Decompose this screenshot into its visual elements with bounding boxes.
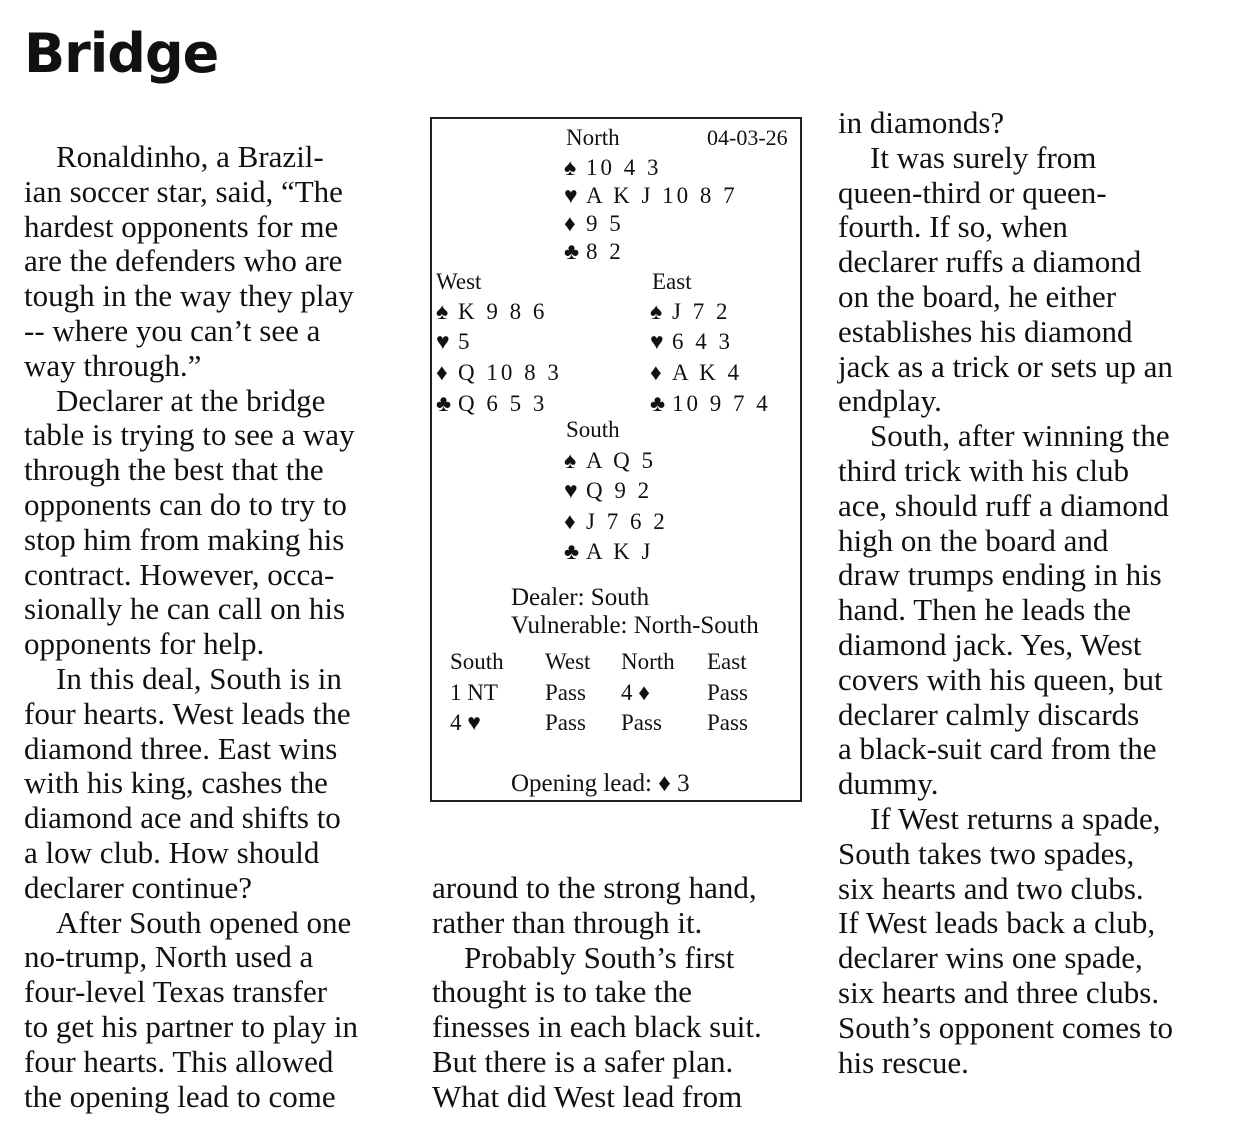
article-line: stop him from making his [24,521,345,557]
article-line: way through.” [24,347,202,383]
article-line: -- where you can’t see a [24,312,321,348]
article-line: opponents can do to try to [24,486,347,522]
article-line: a low club. How should [24,834,320,870]
article-line: to get his partner to play in [24,1008,359,1044]
west-diamonds-row [436,360,562,386]
deal-date: 04-03-26 [707,125,788,150]
opening-lead: Opening lead: ♦ 3 [511,770,690,797]
south-diamonds: J 7 6 2 [586,509,668,534]
page-title: Bridge [24,22,219,85]
article-line: South’s opponent comes to [838,1009,1173,1045]
article-line: no-trump, North used a [24,939,314,975]
heart-icon: ♥ [436,329,450,354]
article-line: the opening lead to come [24,1078,336,1114]
article-line: ian soccer star, said, “The [24,173,343,209]
article-line: finesses in each black suit. [432,1009,762,1045]
east-hearts-row [650,329,733,355]
article-line: establishes his diamond [838,313,1133,349]
article-line: hardest opponents for me [24,208,339,244]
auction-bid: Pass [707,710,748,735]
article-line: third trick with his club [838,452,1130,488]
heart-icon: ♥ [564,478,578,503]
auction-bid: 4 ♦ [621,680,650,705]
article-line: Declarer at the bridge [56,382,326,418]
north-hearts-row [564,183,738,209]
south-hearts-row [564,478,652,504]
article-line: are the defenders who are [24,243,343,279]
article-line: In this deal, South is in [56,660,342,696]
west-spades-row [436,299,547,325]
south-spades: A Q 5 [586,448,656,473]
article-line: endplay. [838,383,942,419]
south-clubs-row [564,539,653,565]
club-icon: ♣ [436,391,452,416]
article-line: draw trumps ending in his [838,557,1162,593]
article-line: ace, should ruff a diamond [838,487,1169,523]
spade-icon: ♠ [650,299,663,324]
north-spades-row [564,155,662,181]
heart-icon: ♥ [564,183,578,208]
article-line: six hearts and three clubs. [838,974,1160,1010]
article-line: After South opened one [56,904,352,940]
article-line: high on the board and [838,522,1109,558]
diamond-icon: ♦ [564,509,576,534]
article-line: opponents for help. [24,626,265,662]
article-line: What did West lead from [432,1078,743,1114]
west-diamonds: Q 10 8 3 [458,360,562,385]
article-line: with his king, cashes the [24,765,328,801]
west-hearts: 5 [458,329,473,354]
west-hearts-row [436,329,473,355]
east-spades: J 7 2 [672,299,731,324]
article-line: diamond three. East wins [24,730,338,766]
article-line: covers with his queen, but [838,661,1163,697]
article-line: South takes two spades, [838,835,1135,871]
article-line: declarer calmly discards [838,696,1140,732]
article-line: It was surely from [870,139,1097,175]
auction-bid: 4 ♥ [450,710,481,735]
article-line: tough in the way they play [24,278,354,314]
east-diamonds: A K 4 [672,360,742,385]
article-line: through the best that the [24,452,324,488]
north-hearts: A K J 10 8 7 [586,183,738,208]
north-spades: 10 4 3 [586,155,662,180]
vulnerability-info: Vulnerable: North-South [511,612,759,639]
spade-icon: ♠ [564,155,577,180]
north-clubs-row [564,239,624,265]
article-line: declarer ruffs a diamond [838,244,1142,280]
auction-bid: Pass [707,680,748,705]
article-line: But there is a safer plan. [432,1043,734,1079]
deal-diagram [430,117,802,802]
article-line: four-level Texas transfer [24,974,328,1010]
article-line: around to the strong hand, [432,870,757,905]
auction-header-north: North [621,649,675,674]
article-line: six hearts and two clubs. [838,870,1144,906]
article-line: diamond jack. Yes, West [838,626,1142,662]
article-line: sionally he can call on his [24,591,346,627]
east-hearts: 6 4 3 [672,329,733,354]
article-column-1 [24,140,358,1114]
article-line: on the board, he either [838,278,1117,314]
spade-icon: ♠ [436,299,449,324]
article-line: diamond ace and shifts to [24,800,341,836]
spade-icon: ♠ [564,448,577,473]
article-line: rather than through it. [432,904,703,940]
article-line: Probably South’s first [464,939,735,975]
south-spades-row [564,448,656,474]
north-diamonds: 9 5 [586,211,624,236]
club-icon: ♣ [564,539,580,564]
article-column-2 [432,871,762,1115]
east-label: East [652,269,692,294]
south-clubs: A K J [586,539,654,564]
article-line: South, after winning the [870,418,1170,454]
diamond-icon: ♦ [650,360,662,385]
article-line: four hearts. This allowed [24,1043,334,1079]
auction-bid: Pass [545,710,586,735]
article-line: Ronaldinho, a Brazil- [56,139,324,174]
east-spades-row [650,299,730,325]
diamond-icon: ♦ [564,211,576,236]
west-clubs-row [436,391,547,417]
article-line: thought is to take the [432,974,693,1010]
article-line: If West returns a spade, [870,800,1161,836]
north-label: North [566,125,620,150]
article-line: jack as a trick or sets up an [838,348,1173,384]
article-line: contract. However, occa- [24,556,335,592]
heart-icon: ♥ [650,329,664,354]
auction-header-east: East [707,649,747,674]
west-label: West [436,269,482,294]
west-spades: K 9 8 6 [458,299,548,324]
auction-bid: Pass [545,680,586,705]
auction-header-south: South [450,649,504,674]
auction-header-west: West [545,649,591,674]
south-hearts: Q 9 2 [586,478,653,503]
article-line: hand. Then he leads the [838,592,1131,628]
dealer-info: Dealer: South [511,584,650,611]
north-diamonds-row [564,211,624,237]
auction-bid: Pass [621,710,662,735]
article-line: in diamonds? [838,105,1005,140]
article-line: declarer wins one spade, [838,940,1143,976]
article-line: four hearts. West leads the [24,695,351,731]
article-line: If West leads back a club, [838,905,1156,941]
article-line: a black-suit card from the [838,731,1157,767]
club-icon: ♣ [650,391,666,416]
south-diamonds-row [564,509,668,535]
article-line: table is trying to see a way [24,417,355,453]
club-icon: ♣ [564,239,580,264]
diamond-icon: ♦ [436,360,448,385]
north-clubs: 8 2 [586,239,624,264]
east-diamonds-row [650,360,742,386]
south-label: South [566,417,620,442]
article-column-3 [838,106,1173,1080]
auction-bid: 1 NT [450,680,498,705]
article-line: queen-third or queen- [838,174,1107,210]
article-line: dummy. [838,766,939,802]
article-line: declarer continue? [24,869,253,905]
article-line: his rescue. [838,1044,969,1080]
west-clubs: Q 6 5 3 [458,391,548,416]
east-clubs-row [650,391,771,417]
article-line: fourth. If so, when [838,209,1068,245]
east-clubs: 10 9 7 4 [672,391,771,416]
